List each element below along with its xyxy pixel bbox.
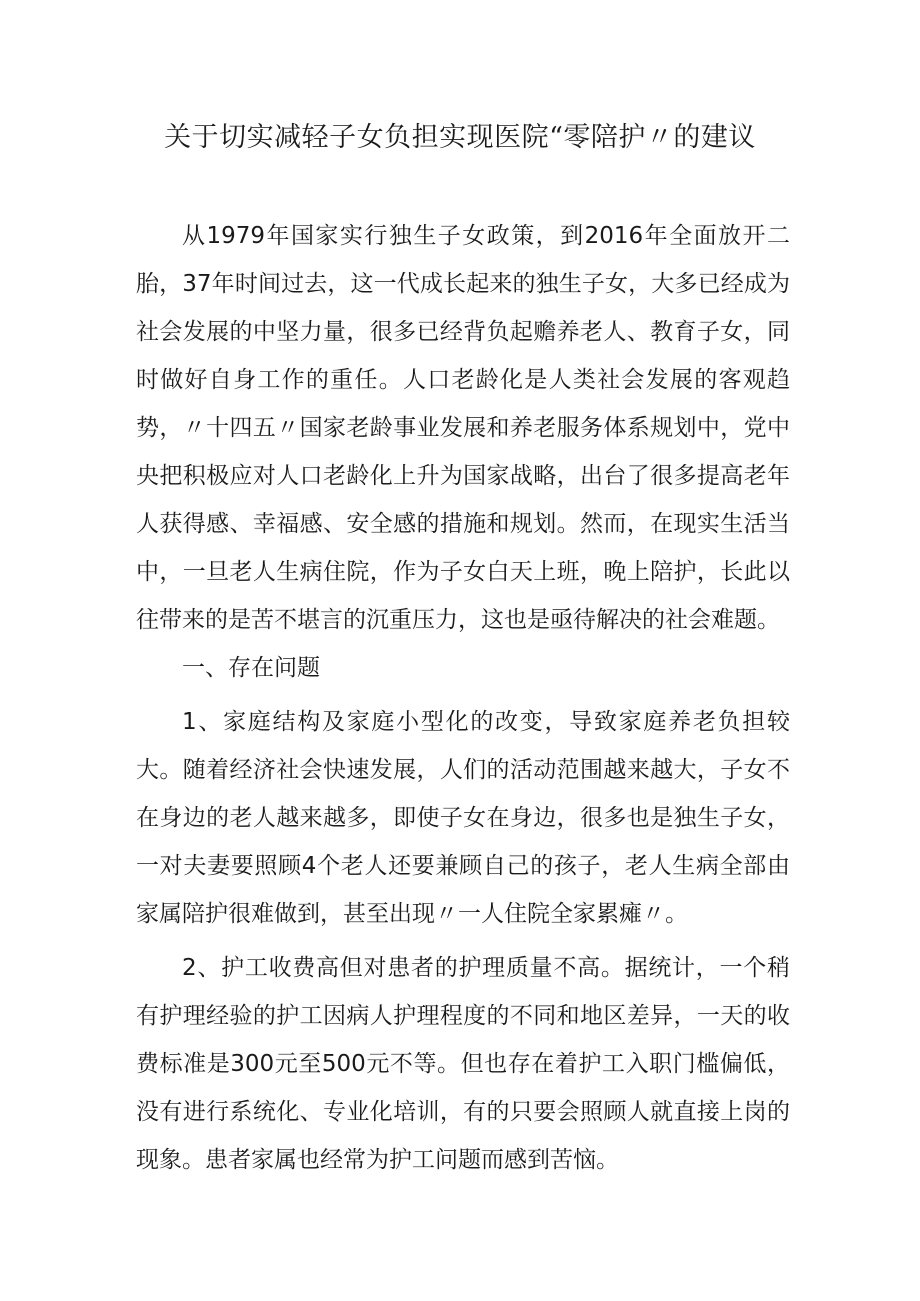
document-body — [136, 212, 790, 1184]
paragraph-intro: 从1979年国家实行独生子女政策，到2016年全面放开二胎，37年时间过去，这一代成长起来的独生子女，大多已经成为社会发展的中坚力量，很多已经背负起赡养老人、教育子女，同时做好自身工作的重任。人口老龄化是人类社会发展的客观趋势，〃十四五〃国家老龄事业发展和养老服务体系规划中，党中央把积极应对人口老龄化上升为国家战略，出台了很多提高老年人获得感、幸福感、安全感的措施和规划。然而，在现实生活当中，一旦老人生病住院，作为子女白天上班，晚上陪护，长此以往带来的是苦不堪言的沉重压力，这也是亟待解决的社会难题。 — [136, 223, 790, 633]
paragraph-problem-2: 2、护工收费高但对患者的护理质量不高。据统计，一个稍有护理经验的护工因病人护理程度的不同和地区差异，一天的收费标准是300元至500元不等。但也存在着护工入职门槛偏低，没有进行系统化、专业化培训，有的只要会照顾人就直接上岗的现象。患者家属也经常为护工问题而感到苦恼。 — [136, 955, 790, 1173]
section-heading-problems: 一、存在问题 — [182, 655, 320, 681]
paragraph-problem-1: 1、家庭结构及家庭小型化的改变，导致家庭养老负担较大。随着经济社会快速发展，人们的活动范围越来越大，子女不在身边的老人越来越多，即使子女在身边，很多也是独生子女，一对夫妻要照顾4个老人还要兼顾自己的孩子，老人生病全部由家属陪护很难做到，甚至出现〃一人住院全家累瘫〃。 — [136, 709, 790, 927]
document-title: 关于切实减轻子女负担实现医院“零陪护〃的建议 — [164, 122, 756, 153]
